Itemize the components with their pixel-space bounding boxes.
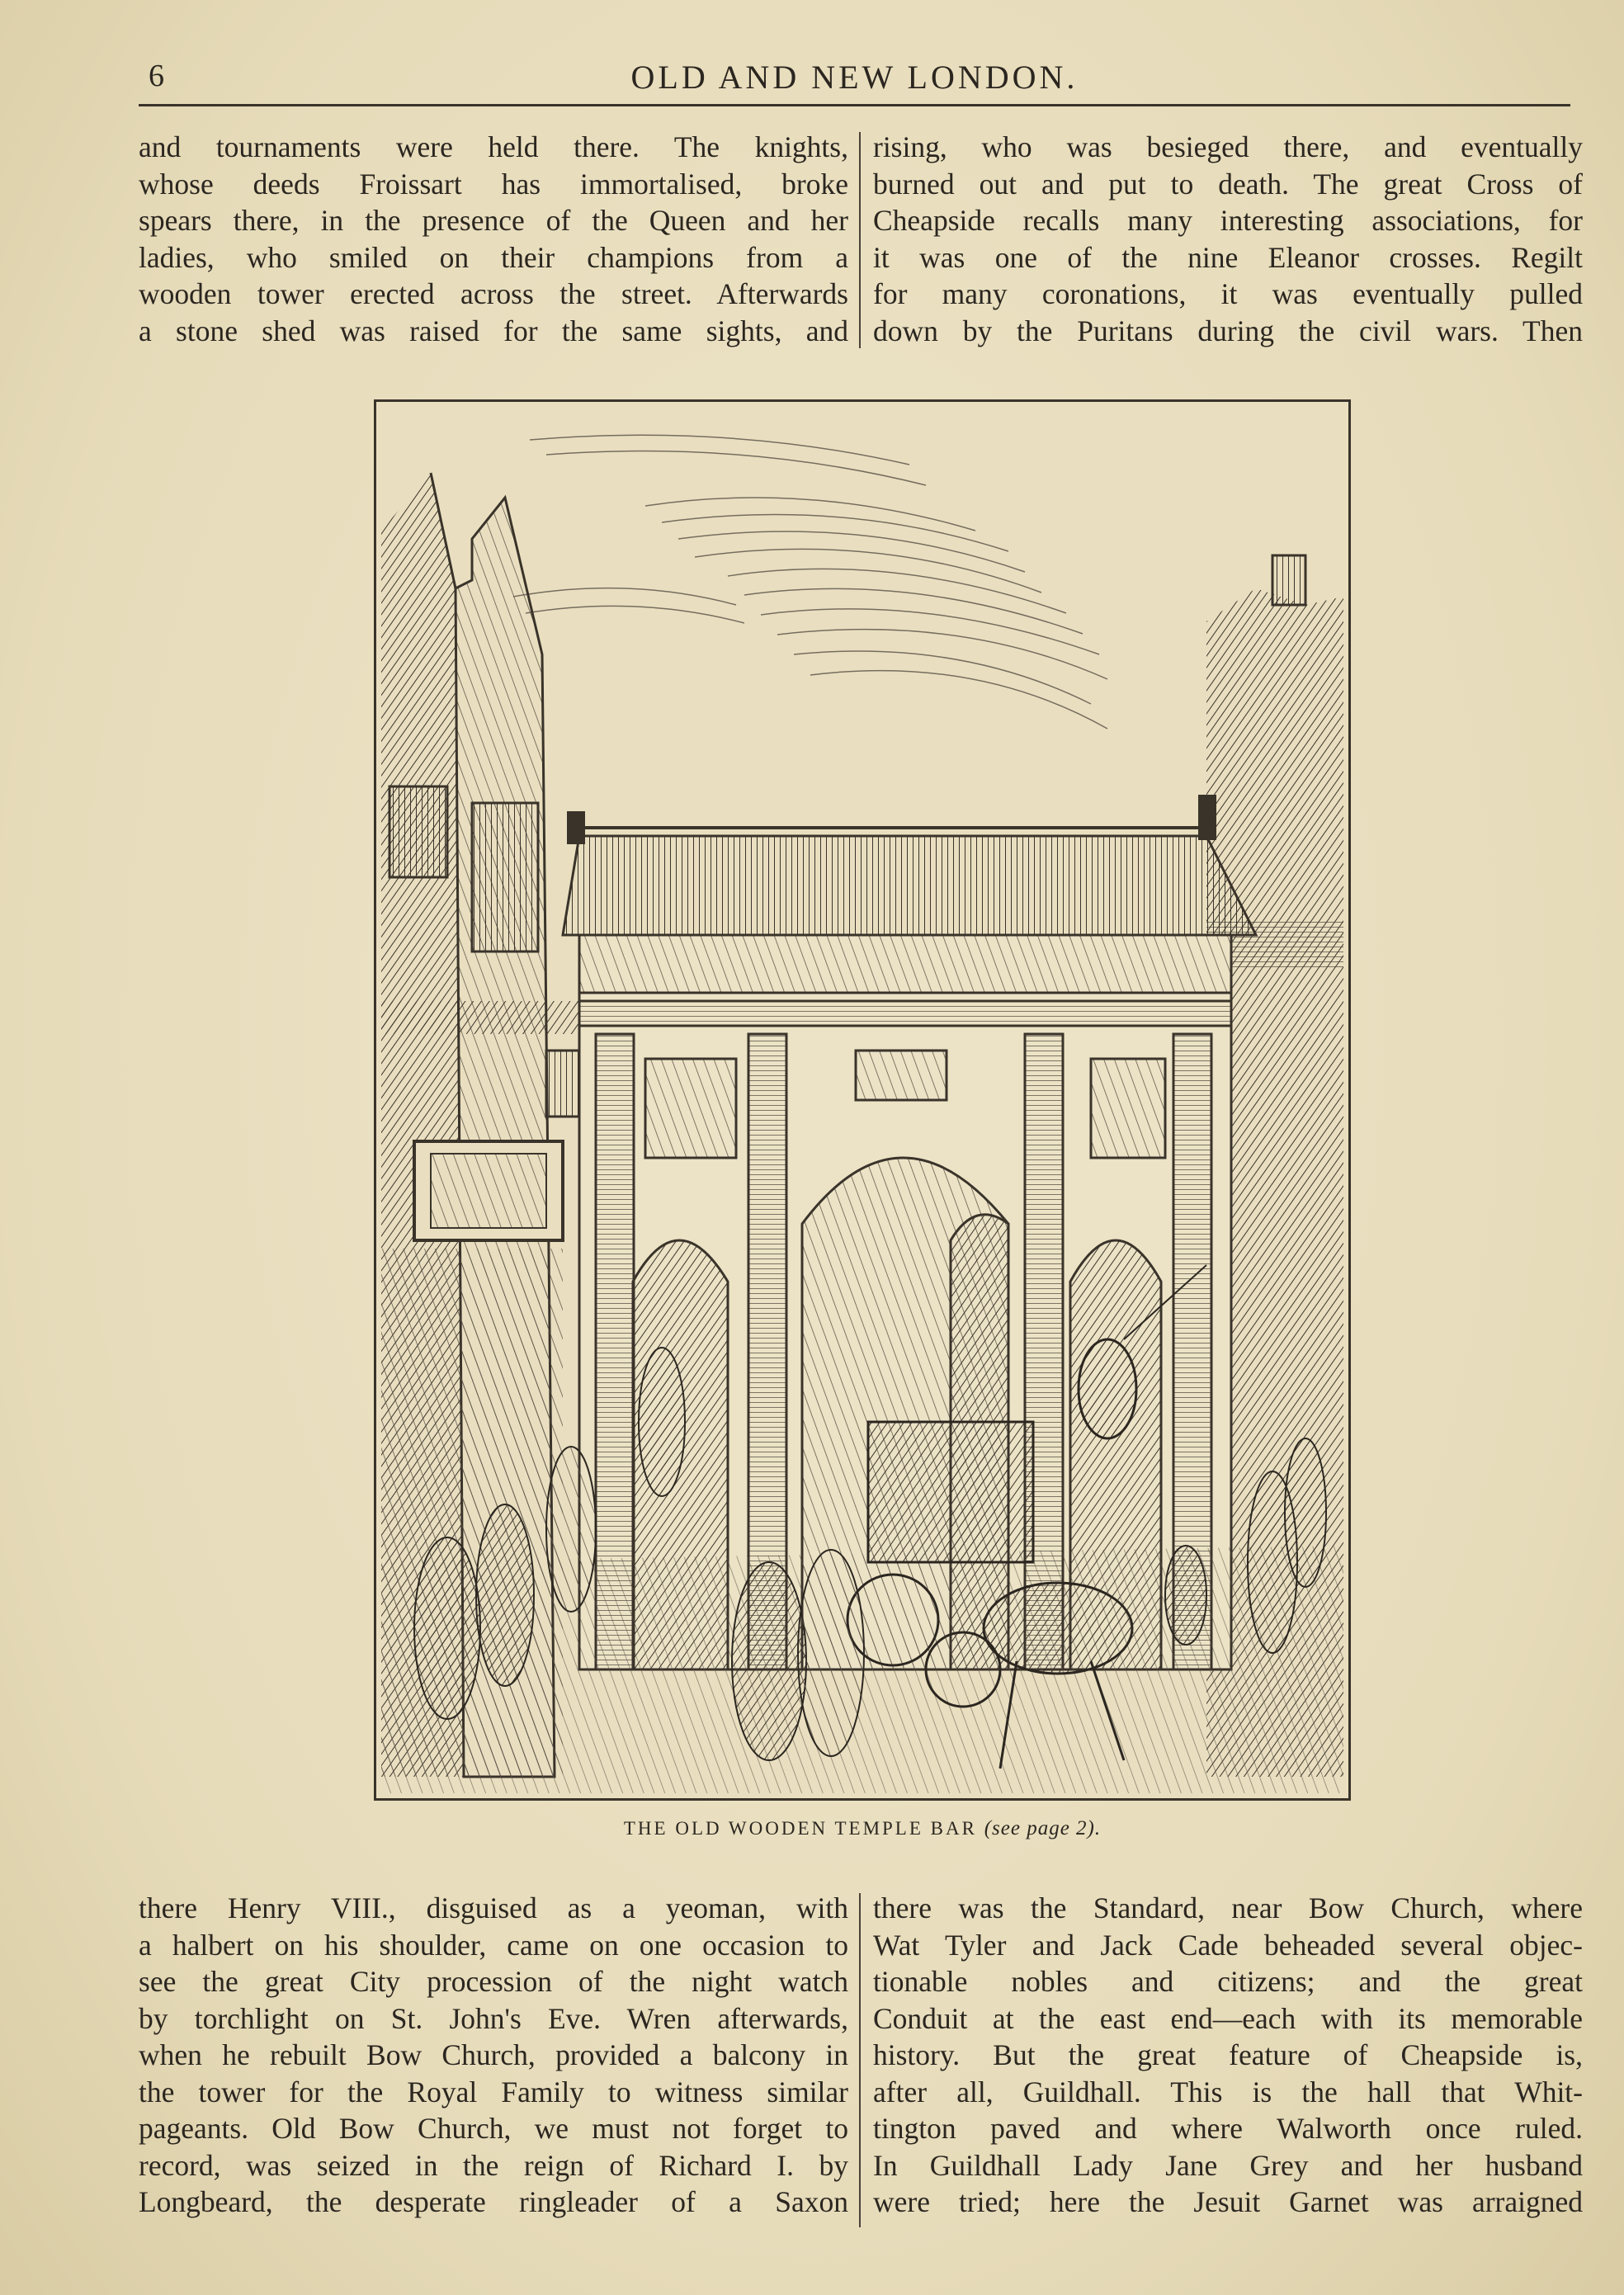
caption-page-reference: (see page 2).: [984, 1817, 1102, 1839]
running-head: [139, 54, 1570, 106]
text-line: tington paved and where Walworth once ruled.: [873, 2112, 1583, 2145]
text-line: it was one of the nine Eleanor crosses. Regilt: [873, 240, 1583, 274]
text-line: were tried; here the Jesuit Garnet was arraigned: [873, 2185, 1583, 2218]
text-line: whose deeds Froissart has immortalised, broke: [139, 167, 848, 201]
text-line: there Henry VIII., disguised as a yeoman, with: [139, 1891, 848, 1924]
engraving-figure: [374, 399, 1351, 1801]
top-text-block: [139, 129, 1583, 352]
text-line: there was the Standard, near Bow Church, where: [873, 1891, 1583, 1924]
text-line: for many coronations, it was eventually pulled: [873, 277, 1583, 310]
text-line: Longbeard, the desperate ringleader of a Saxon: [139, 2185, 848, 2218]
column-rule: [859, 1893, 861, 2227]
sky-cloud-strokes: [513, 435, 1107, 729]
text-line: tionable nobles and citizens; and the great: [873, 1965, 1583, 1998]
bottom-right-column: [873, 1890, 1583, 2221]
running-title: OLD AND NEW LONDON.: [630, 59, 1079, 96]
text-line: wooden tower erected across the street. Afterwards: [139, 277, 848, 310]
temple-bar-engraving: [381, 407, 1343, 1793]
text-line: after all, Guildhall. This is the hall that Whit-: [873, 2075, 1583, 2108]
caption-title: THE OLD WOODEN TEMPLE BAR: [623, 1818, 977, 1839]
text-line: Wat Tyler and Jack Cade beheaded several objec-: [873, 1928, 1583, 1962]
text-line: down by the Puritans during the civil wars. Then: [873, 314, 1583, 347]
text-line: Conduit at the east end—each with its memorable: [873, 2001, 1583, 2035]
text-line: and tournaments were held there. The knights,: [139, 130, 848, 163]
figure-caption: [374, 1817, 1351, 1840]
text-line: rising, who was besieged there, and eventually: [873, 130, 1583, 163]
coachman: [1079, 1339, 1136, 1438]
text-line: by torchlight on St. John's Eve. Wren afterwards,: [139, 2001, 848, 2035]
text-line: ladies, who smiled on their champions from a: [139, 240, 848, 274]
top-left-column: [139, 129, 848, 349]
text-line: burned out and put to death. The great Cross of: [873, 167, 1583, 201]
text-line: a halbert on his shoulder, came on one occasion to: [139, 1928, 848, 1962]
text-line: pageants. Old Bow Church, we must not forget to: [139, 2112, 848, 2145]
bottom-text-block: [139, 1890, 1583, 2269]
text-line: record, was seized in the reign of Richard I. by: [139, 2148, 848, 2182]
text-line: Cheapside recalls many interesting associations, for: [873, 204, 1583, 237]
page-number: 6: [149, 59, 164, 93]
temple-bar-roof: [563, 795, 1256, 935]
top-right-column: [873, 129, 1583, 349]
text-line: the tower for the Royal Family to witness similar: [139, 2075, 848, 2108]
column-rule: [859, 132, 861, 348]
text-line: history. But the great feature of Cheapside is,: [873, 2038, 1583, 2071]
text-line: spears there, in the presence of the Queen and her: [139, 204, 848, 237]
text-line: In Guildhall Lady Jane Grey and her husband: [873, 2148, 1583, 2182]
text-line: when he rebuilt Bow Church, provided a balcony in: [139, 2038, 848, 2071]
text-line: a stone shed was raised for the same sights, and: [139, 314, 848, 347]
bottom-left-column: [139, 1890, 848, 2221]
text-line: see the great City procession of the night watch: [139, 1965, 848, 1998]
